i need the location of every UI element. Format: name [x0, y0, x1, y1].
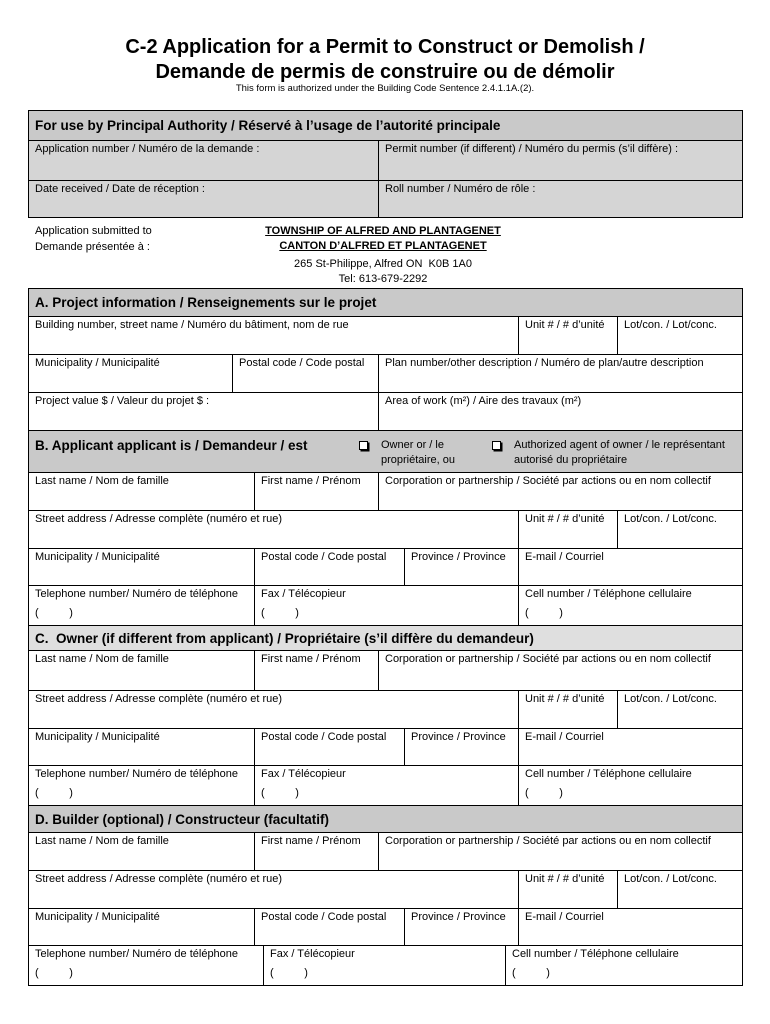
fax-label: Fax / Télécopieur	[261, 588, 346, 600]
section-d-row-municipality	[28, 908, 743, 946]
applicant-province-field[interactable]	[404, 548, 519, 586]
owner-telephone-field[interactable]	[28, 765, 255, 806]
owner-last-name-field[interactable]	[28, 650, 255, 691]
builder-telephone-field[interactable]	[28, 945, 264, 986]
permit-number-label: Permit number (if different) / Numéro du permis (s’il diffère) :	[385, 143, 679, 155]
section-a-row-value	[28, 392, 743, 431]
email-label: E-mail / Courriel	[525, 551, 604, 563]
roll-number-label: Roll number / Numéro de rôle :	[385, 183, 536, 195]
principal-authority-heading: For use by Principal Authority / Réservé à l’usage de l’autorité principale	[28, 110, 743, 141]
builder-fax-field[interactable]	[263, 945, 506, 986]
province-label: Province / Province	[411, 551, 506, 563]
building-street-label: Building number, street name / Numéro du bâtiment, nom de rue	[35, 319, 349, 331]
applicant-unit-field[interactable]	[518, 510, 618, 549]
section-c-header-row	[28, 625, 743, 651]
municipality-label: Municipality / Municipalité	[35, 731, 160, 743]
area-code-brackets: ( )	[35, 967, 73, 979]
area-code-brackets: ( )	[270, 967, 308, 979]
area-code-brackets: ( )	[525, 787, 563, 799]
municipality-label: Municipality / Municipalité	[35, 551, 160, 563]
section-d-heading: D. Builder (optional) / Constructeur (facultatif)	[28, 805, 743, 833]
telephone-label: Telephone number/ Numéro de téléphone	[35, 768, 239, 780]
last-name-label: Last name / Nom de famille	[35, 835, 169, 847]
section-c-heading: C. Owner (if different from applicant) / Propriétaire (s’il diffère du demandeur)	[28, 625, 743, 651]
municipality-label: Municipality / Municipalité	[35, 911, 160, 923]
owner-option-line1: Owner or / le	[381, 439, 444, 451]
section-a-row-address	[28, 316, 743, 355]
first-name-label: First name / Prénom	[261, 835, 361, 847]
submitted-to-block	[200, 224, 566, 287]
applicant-first-name-field[interactable]	[254, 472, 379, 511]
postal-code-label: Postal code / Code postal	[261, 731, 387, 743]
builder-cell-field[interactable]	[505, 945, 743, 986]
area-code-brackets: ( )	[261, 607, 299, 619]
applicant-corporation-field[interactable]	[378, 472, 743, 511]
corporation-label: Corporation or partnership / Société par actions ou en nom collectif	[385, 653, 711, 665]
street-address-label: Street address / Adresse complète (numéro et rue)	[35, 873, 283, 885]
postal-code-label: Postal code / Code postal	[261, 911, 387, 923]
applicant-telephone-field[interactable]	[28, 585, 255, 626]
project-value-field[interactable]	[28, 392, 379, 431]
municipality-address: 265 St-Philippe, Alfred ON K0B 1A0	[294, 258, 472, 270]
builder-last-name-field[interactable]	[28, 832, 255, 871]
authorization-note: This form is authorized under the Building Code Sentence 2.4.1.1A.(2).	[235, 83, 535, 94]
section-a-header-row	[28, 288, 743, 317]
project-lot-con-field[interactable]	[617, 316, 743, 355]
applicant-owner-option	[381, 438, 455, 468]
applicant-postal-code-field[interactable]	[254, 548, 405, 586]
principal-authority-header-row	[28, 110, 743, 141]
principal-authority-row-numbers	[28, 140, 743, 181]
area-code-brackets: ( )	[35, 787, 73, 799]
section-c-row-municipality	[28, 728, 743, 766]
first-name-label: First name / Prénom	[261, 475, 361, 487]
postal-code-label: Postal code / Code postal	[239, 357, 365, 369]
owner-corporation-field[interactable]	[378, 650, 743, 691]
lot-con-label: Lot/con. / Lot/conc.	[624, 873, 717, 885]
applicant-street-address-field[interactable]	[28, 510, 519, 549]
owner-unit-field[interactable]	[518, 690, 618, 729]
municipality-name-fr: CANTON D’ALFRED ET PLANTAGENET	[279, 240, 487, 252]
unit-label: Unit # / # d’unité	[525, 319, 605, 331]
owner-municipality-field[interactable]	[28, 728, 255, 766]
submitted-to-label-fr: Demande présentée à :	[35, 241, 150, 253]
section-a-heading: A. Project information / Renseignements sur le projet	[28, 288, 743, 317]
lot-con-label: Lot/con. / Lot/conc.	[624, 513, 717, 525]
owner-option-line2: propriétaire, ou	[381, 454, 455, 466]
email-label: E-mail / Courriel	[525, 911, 604, 923]
area-code-brackets: ( )	[525, 607, 563, 619]
lot-con-label: Lot/con. / Lot/conc.	[624, 693, 717, 705]
project-unit-field[interactable]	[518, 316, 618, 355]
section-b-row-names	[28, 472, 743, 511]
owner-street-address-field[interactable]	[28, 690, 519, 729]
builder-email-field[interactable]	[518, 908, 743, 946]
section-d-row-address	[28, 870, 743, 909]
owner-cell-field[interactable]	[518, 765, 743, 806]
telephone-label: Telephone number/ Numéro de téléphone	[35, 588, 239, 600]
owner-first-name-field[interactable]	[254, 650, 379, 691]
owner-province-field[interactable]	[404, 728, 519, 766]
section-c-row-names	[28, 650, 743, 691]
cell-label: Cell number / Téléphone cellulaire	[525, 588, 692, 600]
section-b-row-phones	[28, 585, 743, 626]
section-b-header	[28, 430, 743, 473]
corporation-label: Corporation or partnership / Société par actions ou en nom collectif	[385, 835, 711, 847]
section-b-row-municipality	[28, 548, 743, 586]
permit-number-field[interactable]	[378, 140, 743, 181]
project-value-label: Project value $ / Valeur du projet $ :	[35, 395, 210, 407]
date-received-field[interactable]	[28, 180, 379, 218]
section-d-row-phones	[28, 945, 743, 986]
builder-first-name-field[interactable]	[254, 832, 379, 871]
owner-email-field[interactable]	[518, 728, 743, 766]
corporation-label: Corporation or partnership / Société par actions ou en nom collectif	[385, 475, 711, 487]
section-d-row-names	[28, 832, 743, 871]
builder-street-address-field[interactable]	[28, 870, 519, 909]
applicant-agent-option	[514, 438, 725, 468]
province-label: Province / Province	[411, 911, 506, 923]
fax-label: Fax / Télécopieur	[270, 948, 355, 960]
street-address-label: Street address / Adresse complète (numéro et rue)	[35, 693, 283, 705]
builder-postal-code-field[interactable]	[254, 908, 405, 946]
section-b-row-address	[28, 510, 743, 549]
builder-municipality-field[interactable]	[28, 908, 255, 946]
roll-number-field[interactable]	[378, 180, 743, 218]
area-code-brackets: ( )	[261, 787, 299, 799]
principal-authority-row-dates	[28, 180, 743, 218]
last-name-label: Last name / Nom de famille	[35, 475, 169, 487]
municipality-name-en: TOWNSHIP OF ALFRED AND PLANTAGENET	[265, 225, 501, 237]
unit-label: Unit # / # d’unité	[525, 693, 605, 705]
applicant-municipality-field[interactable]	[28, 548, 255, 586]
project-postal-code-field[interactable]	[232, 354, 379, 393]
applicant-email-field[interactable]	[518, 548, 743, 586]
section-a-row-municipality	[28, 354, 743, 393]
builder-province-field[interactable]	[404, 908, 519, 946]
municipality-telephone: Tel: 613-679-2292	[338, 273, 428, 285]
first-name-label: First name / Prénom	[261, 653, 361, 665]
agent-option-line1: Authorized agent of owner / le représentant	[514, 439, 725, 451]
area-of-work-field[interactable]	[378, 392, 743, 431]
street-address-label: Street address / Adresse complète (numéro et rue)	[35, 513, 283, 525]
province-label: Province / Province	[411, 731, 506, 743]
owner-lot-con-field[interactable]	[617, 690, 743, 729]
area-code-brackets: ( )	[35, 607, 73, 619]
applicant-lot-con-field[interactable]	[617, 510, 743, 549]
unit-label: Unit # / # d’unité	[525, 873, 605, 885]
submitted-to-label-en: Application submitted to	[35, 225, 152, 237]
builder-corporation-field[interactable]	[378, 832, 743, 871]
applicant-owner-checkbox[interactable]	[359, 441, 368, 450]
applicant-cell-field[interactable]	[518, 585, 743, 626]
application-number-label: Application number / Numéro de la demande :	[35, 143, 260, 155]
municipality-label: Municipality / Municipalité	[35, 357, 160, 369]
telephone-label: Telephone number/ Numéro de téléphone	[35, 948, 239, 960]
applicant-last-name-field[interactable]	[28, 472, 255, 511]
section-c-row-address	[28, 690, 743, 729]
unit-label: Unit # / # d’unité	[525, 513, 605, 525]
cell-label: Cell number / Téléphone cellulaire	[525, 768, 692, 780]
form-title-french: Demande de permis de construire ou de démolir	[155, 61, 615, 83]
date-received-label: Date received / Date de réception :	[35, 183, 205, 195]
plan-number-label: Plan number/other description / Numéro de plan/autre description	[385, 357, 704, 369]
postal-code-label: Postal code / Code postal	[261, 551, 387, 563]
owner-postal-code-field[interactable]	[254, 728, 405, 766]
lot-con-label: Lot/con. / Lot/conc.	[624, 319, 717, 331]
email-label: E-mail / Courriel	[525, 731, 604, 743]
applicant-fax-field[interactable]	[254, 585, 519, 626]
form-title-english: C-2 Application for a Permit to Construct or Demolish /	[125, 36, 645, 58]
area-of-work-label: Area of work (m²) / Aire des travaux (m²)	[385, 395, 582, 407]
section-d-header-row	[28, 805, 743, 833]
applicant-agent-checkbox[interactable]	[492, 441, 501, 450]
project-municipality-field[interactable]	[28, 354, 233, 393]
section-b-heading: B. Applicant applicant is / Demandeur / est	[35, 438, 308, 453]
last-name-label: Last name / Nom de famille	[35, 653, 169, 665]
project-plan-number-field[interactable]	[378, 354, 743, 393]
owner-fax-field[interactable]	[254, 765, 519, 806]
fax-label: Fax / Télécopieur	[261, 768, 346, 780]
project-building-street-field[interactable]	[28, 316, 519, 355]
builder-unit-field[interactable]	[518, 870, 618, 909]
cell-label: Cell number / Téléphone cellulaire	[512, 948, 679, 960]
application-number-field[interactable]	[28, 140, 379, 181]
section-b-header-row	[28, 430, 743, 473]
section-c-row-phones	[28, 765, 743, 806]
builder-lot-con-field[interactable]	[617, 870, 743, 909]
agent-option-line2: autorisé du propriétaire	[514, 454, 628, 466]
area-code-brackets: ( )	[512, 967, 550, 979]
